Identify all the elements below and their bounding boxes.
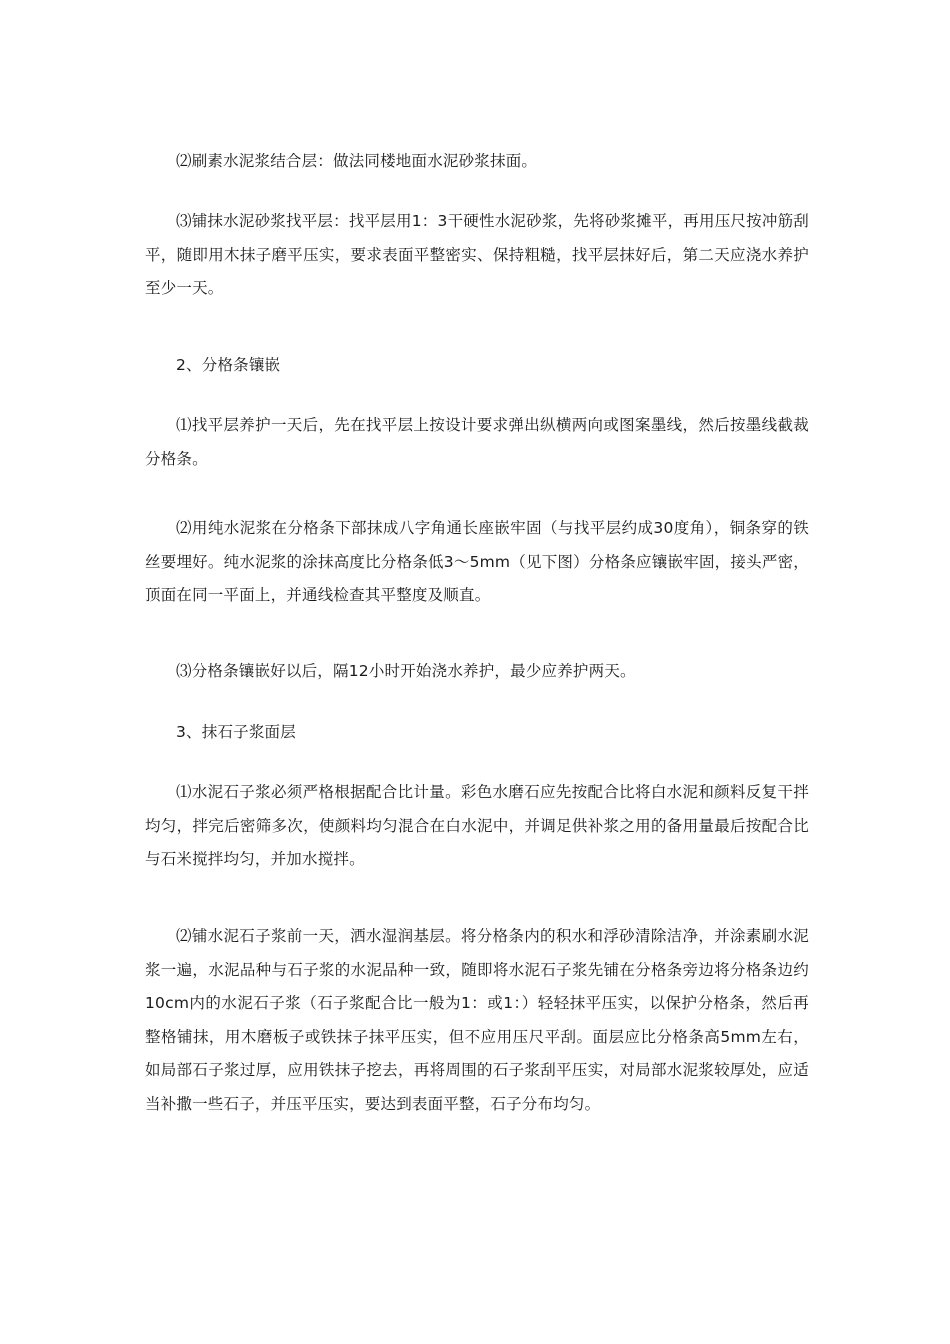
paragraph-leveling-layer: ⑶铺抹水泥砂浆找平层：找平层用1：3干硬性水泥砂浆，先将砂浆摊平，再用压尺按冲筋刮平，随即用木抹子磨平压实，要求表面平整密实、保持粗糙，找平层抹好后，第二天应浇水养护至少一天。 [145, 212, 809, 297]
paragraph-curing-strips: ⑶分格条镶嵌好以后，隔12小时开始浇水养护，最少应养护两天。 [176, 662, 636, 680]
section-heading-terrazzo-surface-layer: 3、抹石子浆面层 [176, 723, 296, 741]
paragraph-laying-terrazzo-slurry: ⑵铺水泥石子浆前一天，洒水湿润基层。将分格条内的积水和浮砂清除洁净，并涂素刷水泥浆一遍，水泥品种与石子浆的水泥品种一致，随即将水泥石子浆先铺在分格条旁边将分格条边约10cm内的水泥石子浆（石子浆配合比一般为1：或1：）轻轻抹平压实，以保护分格条，然后再整格铺抹，用木磨板子或铁抹子抹平压实，但不应用压尺平刮。面层应比分格条高5mm左右，如局部石子浆过厚，应用铁抹子挖去，再将周围的石子浆刮平压实，对局部水泥浆较厚处，应适当补撒一些石子，并压平压实，要达到表面平整，石子分布均匀。 [145, 927, 809, 1113]
paragraph-snap-ink-lines: ⑴找平层养护一天后，先在找平层上按设计要求弹出纵横两向或图案墨线，然后按墨线截裁分格条。 [145, 416, 809, 468]
paragraph-plain-cement-slurry-bond-layer: ⑵刷素水泥浆结合层：做法同楼地面水泥砂浆抹面。 [176, 152, 538, 170]
paragraph-mix-proportion: ⑴水泥石子浆必须严格根据配合比计量。彩色水磨石应先按配合比将白水泥和颜料反复干拌均匀，拌完后密筛多次，使颜料均匀混合在白水泥中，并调足供补浆之用的备用量最后按配合比与石米搅拌均匀，并加水搅拌。 [145, 783, 809, 868]
section-heading-divider-strip-inlay: 2、分格条镶嵌 [176, 356, 281, 374]
paragraph-embed-strips: ⑵用纯水泥浆在分格条下部抹成八字角通长座嵌牢固（与找平层约成30度角），铜条穿的铁丝要埋好。纯水泥浆的涂抹高度比分格条低3～5mm（见下图）分格条应镶嵌牢固，接头严密，顶面在同一平面上，并通线检查其平整度及顺直。 [145, 519, 809, 604]
